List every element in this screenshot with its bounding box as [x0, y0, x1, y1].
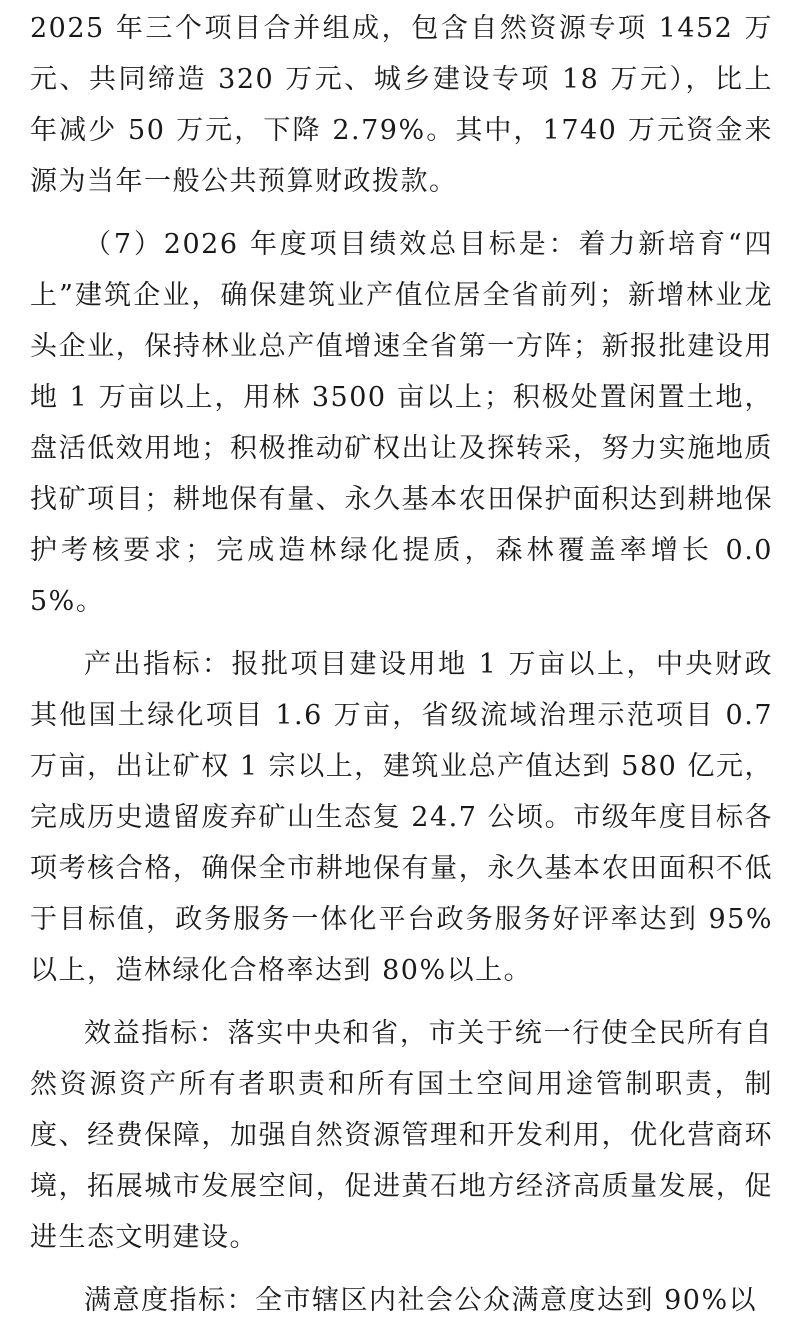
paragraph-funding-continued: 2025 年三个项目合并组成，包含自然资源专项 1452 万元、共同缔造 320 万元、城乡建设专项 18 万元），比上年减少 50 万元，下降 2.79%。其中，1740 万元资金来源为当年一般公共预算财政拨款。	[30, 13, 773, 197]
paragraph-benefit-indicators: 效益指标：落实中央和省，市关于统一行使全民所有自然资源资产所有者职责和所有国土空间用途管制职责，制度、经费保障，加强自然资源管理和开发利用，优化营商环境，拓展城市发展空间，促进黄石地方经济高质量发展，促进生态文明建设。	[30, 1018, 773, 1253]
paragraph-output-indicators: 产出指标：报批项目建设用地 1 万亩以上，中央财政其他国土绿化项目 1.6 万亩，省级流域治理示范项目 0.7 万亩，出让矿权 1 宗以上，建筑业总产值达到 580 亿元，完成历史遗留废弃矿山生态复 24.7 公顷。市级年度目标各项考核合格，确保全市耕地保有量，永久基本农田面积不低于目标值，政务服务一体化平台政务服务好评率达到 95%以上，造林绿化合格率达到 80%以上。	[30, 649, 773, 986]
paragraph-satisfaction-indicators: 满意度指标：全市辖区内社会公众满意度达到 90%以	[84, 1285, 758, 1316]
paragraph-overall-goal: （7）2026 年度项目绩效总目标是：着力新培育“四上”建筑企业，确保建筑业产值位居全省前列；新增林业龙头企业，保持林业总产值增速全省第一方阵；新报批建设用地 1 万亩以上，用林 3500 亩以上；积极处置闲置土地，盘活低效用地；积极推动矿权出让及探转采，努力实施地质找矿项目；耕地保有量、永久基本农田保护面积达到耕地保护考核要求；完成造林绿化提质，森林覆盖率增长 0.05%。	[30, 229, 773, 617]
